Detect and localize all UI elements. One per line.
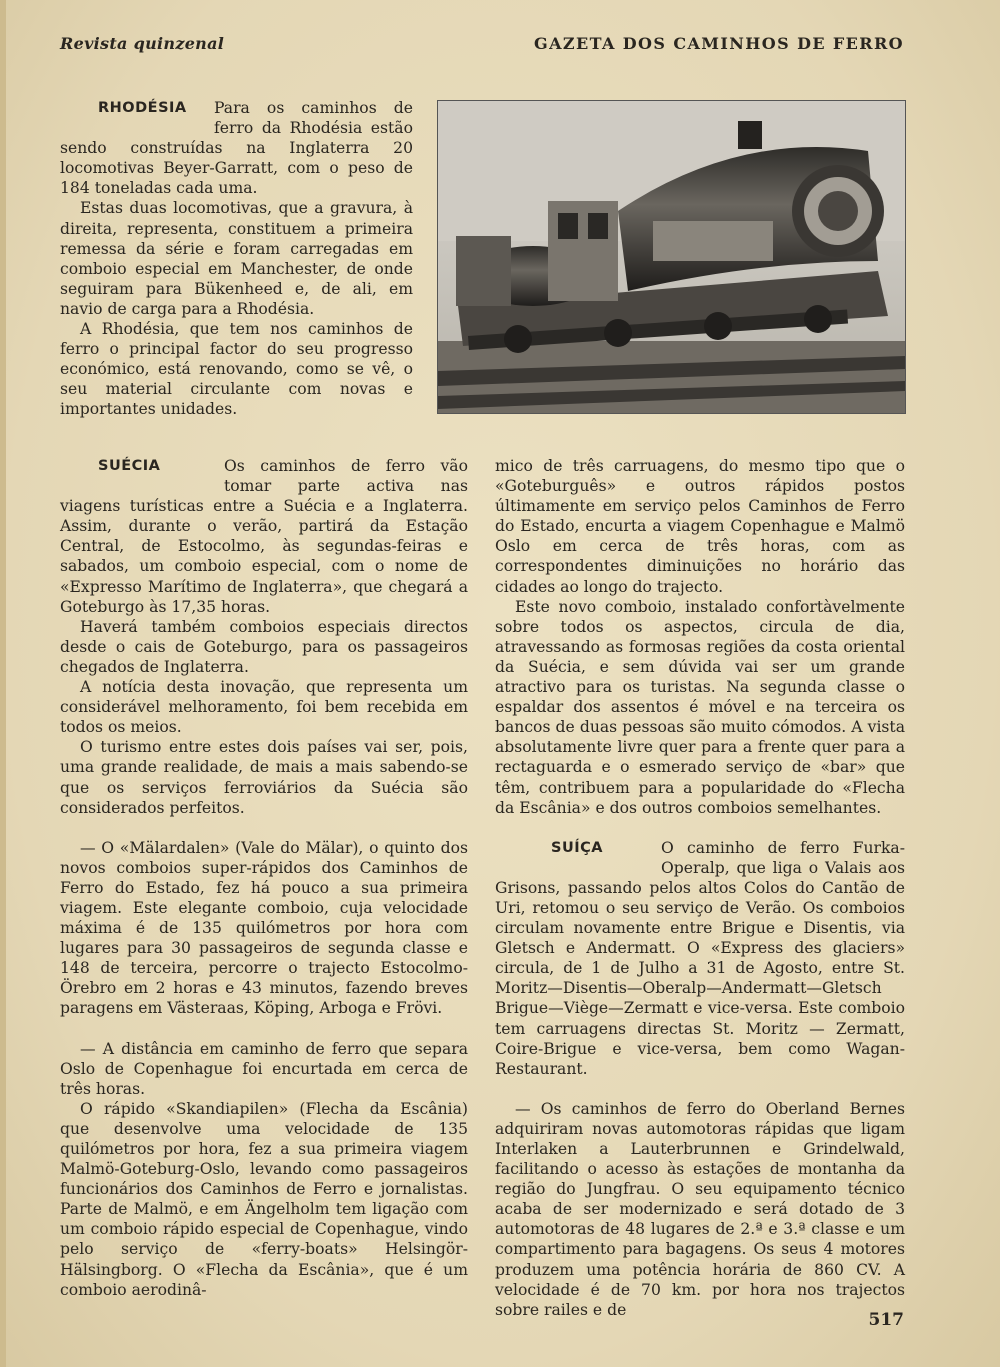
suecia-paragraph-2: Haverá também comboios especiais directos desde o cais de Goteburgo, para os passageiros chegados de Inglaterra. [60, 617, 468, 676]
locomotive-photo [437, 100, 906, 414]
suecia-article-right [495, 456, 905, 1320]
suica-paragraph-1: O caminho de ferro Furka-Operalp, que liga o Valais aos Grisons, passando pelos altos Colos do Cantão de Uri, retomou o seu serviço de Verão. Os comboios circulam novamente entre Brigue e Disentis, via Gletsch e Andermatt. O «Express des glaciers» circula, de 1 de Julho a 31 de Agosto, entre St. Moritz—Disentis—Oberalp—Andermatt—Gletsch Brigue—Viège—Zermatt e vice-versa. Este comboio tem carruagens directas St. Moritz — Zermatt, Coire-Brigue e vice-versa, bem como Wagan-Restaurant. [495, 838, 905, 1078]
suecia-paragraph-8: mico de três carruagens, do mesmo tipo que o «Goteburguês» e outros rápidos postos últimamente em serviço pelos Caminhos de Ferro do Estado, encurta a viagem Copenhague e Malmö Oslo em cerca de três horas, com as correspondentes diminuições no horário das cidades ao longo do trajecto. [495, 457, 905, 596]
header-left: Revista quinzenal [60, 34, 225, 53]
suecia-paragraph-1: Os caminhos de ferro vão tomar parte activa nas viagens turísticas entre a Suécia e a Inglaterra. Assim, durante o verão, partirá da Estação Central, de Estocolmo, às segundas-feiras e sabados, um comboio especial, com o nome de «Expresso Marítimo de Inglaterra», que chegará a Goteburgo às 17,35 horas. [60, 457, 468, 616]
suecia-article-left [60, 456, 468, 1300]
rhodesia-paragraph-2: Estas duas locomotivas, que a gravura, à direita, representa, constituem a primeira remessa da série e foram carregadas em comboio especial em Manchester, de onde seguiram para Bükenheed e, de ali, em navio de carga para a Rhodésia. [60, 199, 413, 318]
suecia-paragraph-9: Este novo comboio, instalado confortàvelmente sobre todos os aspectos, circula de dia, atravessando as formosas regiões da costa oriental da Suécia, e sem dúvida vai ser um grande atractivo para os turistas. Na segunda classe o espaldar dos assentos é móvel e na terceira os bancos de duas pessoas são muito cómodos. A vista absolutamente livre quer para a frente quer para a rectaguarda e o esmerado serviço de «bar» que têm, contribuem para a popularidade do «Flecha da Escânia» e dos outros comboios semelhantes. [495, 597, 905, 817]
suecia-paragraph-7: O rápido «Skandiapilen» (Flecha da Escânia) que desenvolve uma velocidade de 135 quilómetros por hora, fez a sua primeira viagem Malmö-Goteburg-Oslo, levando como passageiros funcionários dos Caminhos de Ferro e jornalistas. Parte de Malmö, e em Ängelholm tem ligação com um comboio rápido especial de Copenhague, vindo pelo serviço de «ferry-boats» Helsingör-Hälsingborg. O «Flecha da Escânia», que é um comboio aerodinâ- [60, 1099, 468, 1299]
header-right: GAZETA DOS CAMINHOS DE FERRO [534, 34, 904, 53]
suica-paragraph-2: — Os caminhos de ferro do Oberland Bernes adquiriram novas automotoras rápidas que ligam Interlaken a Lauterbrunnen e Grindelwald, facilitando o acesso às estações de montanha da região do Jungfrau. O seu equipamento técnico acaba de ser modernizado e será dotado de 3 automotoras de 48 lugares de 2.ª e 3.ª classe e um compartimento para bagagens. Os seus 4 motores produzem uma potência horária de 860 CV. A velocidade é de 70 km. por hora nos trajectos sobre railes e de [495, 1099, 905, 1319]
suecia-paragraph-4: O turismo entre estes dois países vai ser, pois, uma grande realidade, de mais a mais sabendo-se que os serviços ferroviários da Suécia são considerados perfeitos. [60, 738, 468, 817]
suecia-paragraph-5: — O «Mälardalen» (Vale do Mälar), o quinto dos novos comboios super-rápidos dos Caminhos de Ferro do Estado, fez há pouco a sua primeira viagem. Este elegante comboio, cuja velocidade máxima é de 135 quilómetros por hora com lugares para 30 passageiros de segunda classe e 148 de terceira, percorre o trajecto Estocolmo-Örebro em 2 horas e 43 minutos, fazendo breves paragens em Västeraas, Köping, Arboga e Frövi. [60, 838, 468, 1018]
rhodesia-article [60, 98, 413, 420]
page-number: 517 [868, 1310, 904, 1330]
suecia-heading: SUÉCIA [98, 458, 161, 474]
rhodesia-paragraph-3: A Rhodésia, que tem nos caminhos de ferro o principal factor do seu progresso económico, está renovando, como se vê, o seu material circulante com novas e importantes unidades. [60, 320, 413, 419]
rhodesia-heading: RHODÉSIA [98, 100, 187, 116]
suecia-paragraph-3: A notícia desta inovação, que representa um considerável melhoramento, foi bem recebida em todos os meios. [60, 678, 468, 737]
rhodesia-paragraph-1: Para os caminhos de ferro da Rhodésia estão sendo construídas na Inglaterra 20 locomotivas Beyer-Garratt, com o peso de 184 toneladas cada uma. [60, 99, 413, 198]
page-edge [0, 0, 6, 1367]
locomotive-photo-icon [438, 101, 905, 413]
suica-heading: SUÍÇA [551, 839, 603, 856]
suecia-paragraph-6: — A distância em caminho de ferro que separa Oslo de Copenhague foi encurtada em cerca de três horas. [60, 1039, 468, 1098]
